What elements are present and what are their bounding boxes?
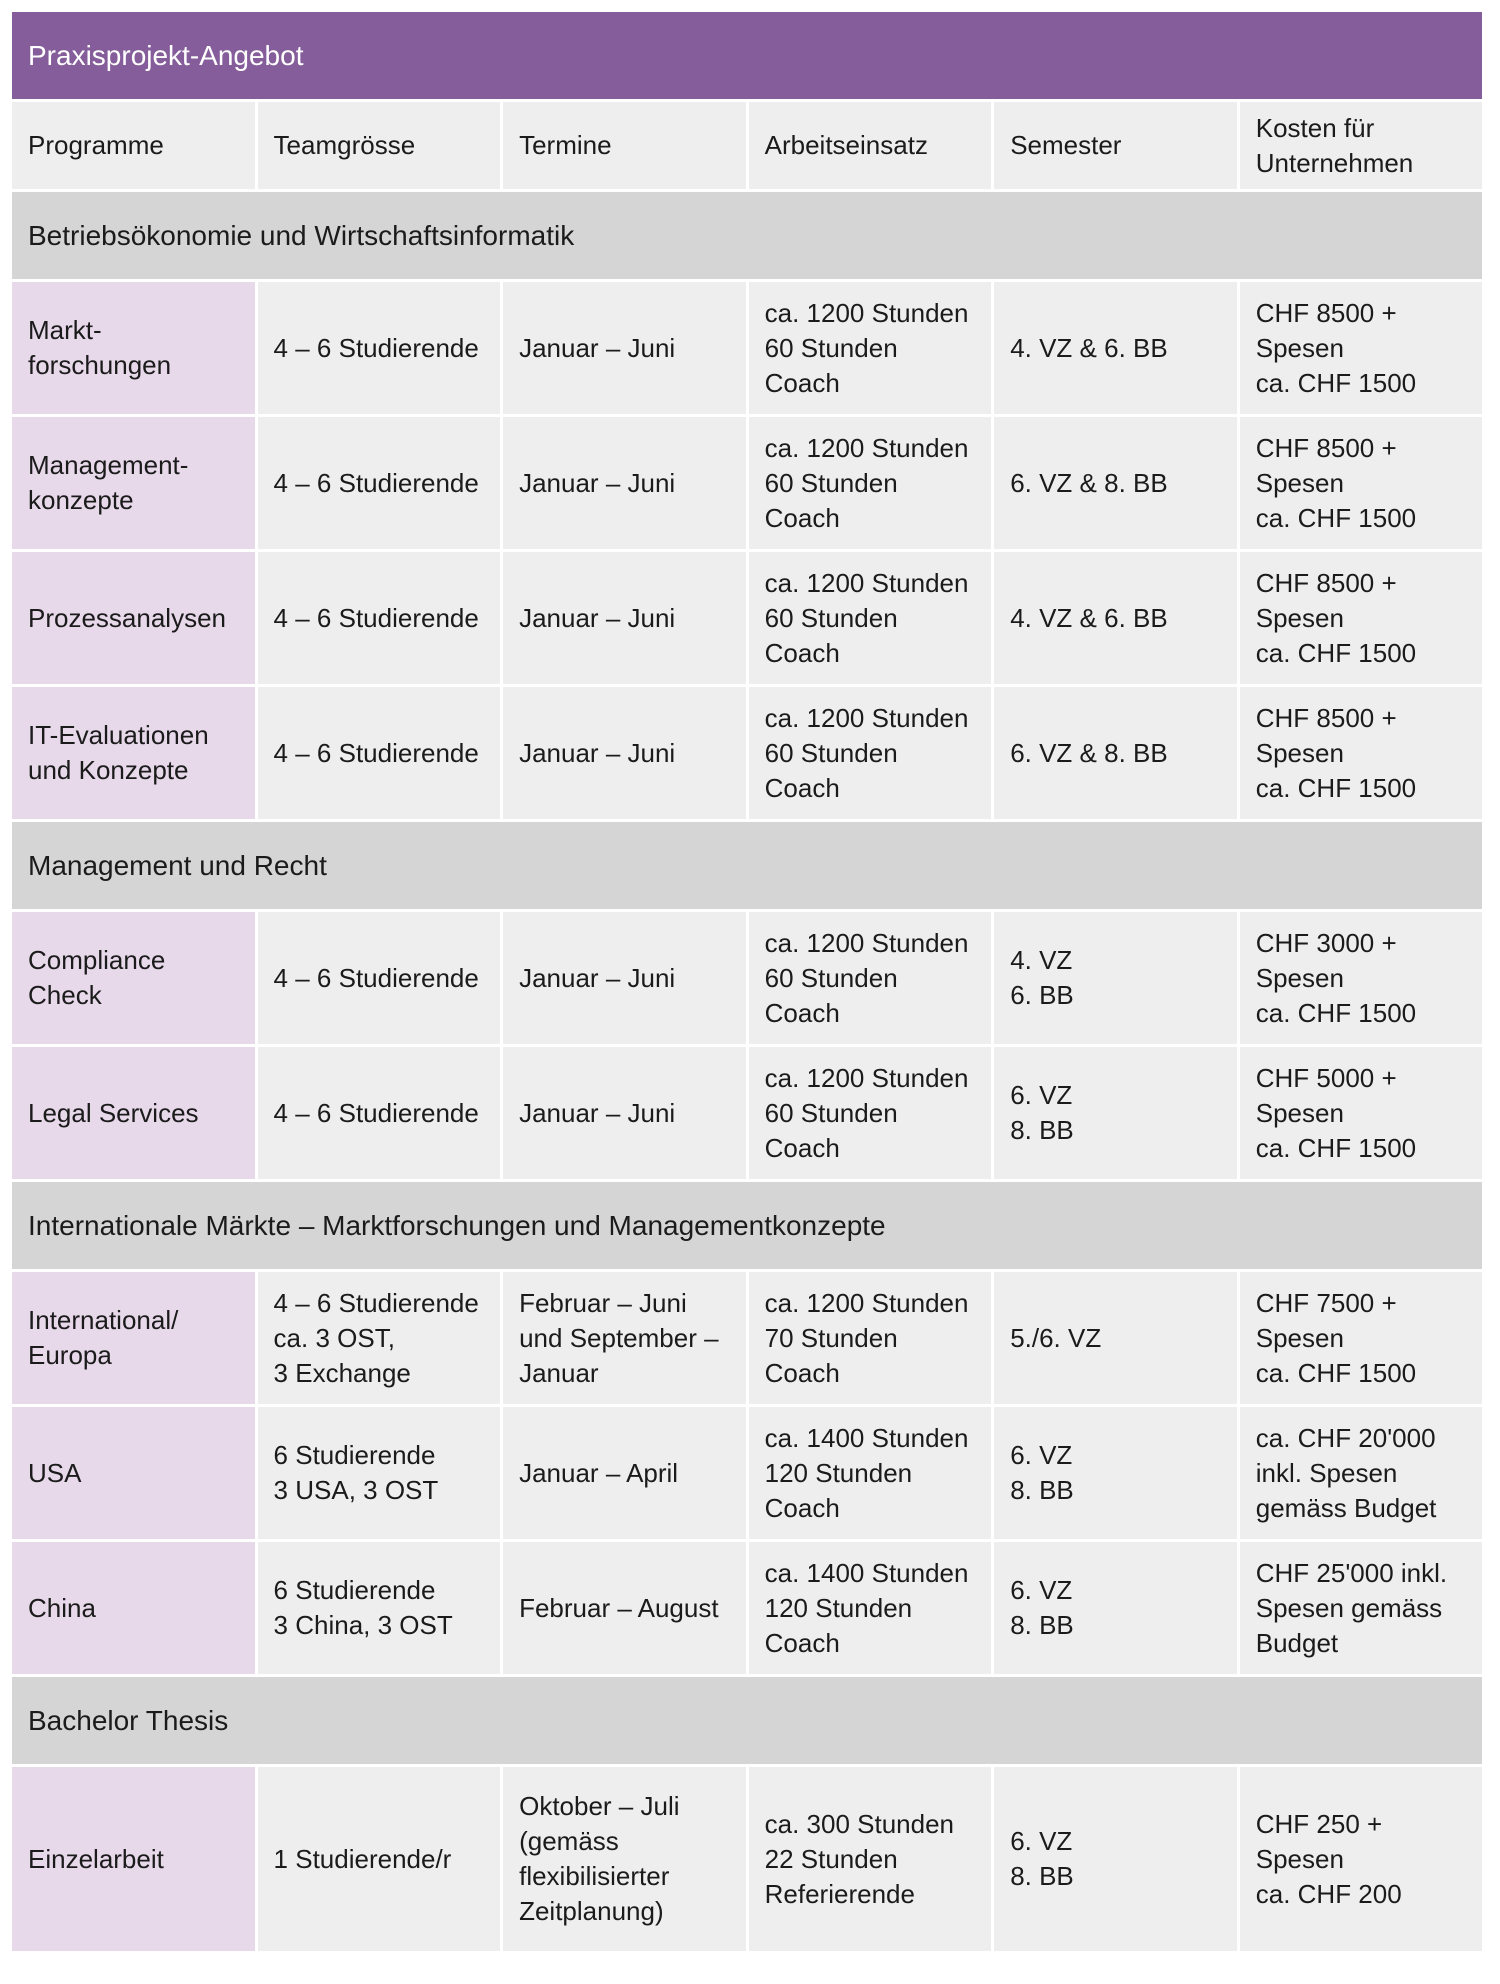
column-header-programme: Programme [12, 102, 255, 189]
cell-workload: ca. 300 Stunden 22 Stunden Referierende [749, 1767, 992, 1951]
cell-teamsize: 4 – 6 Studierende [258, 552, 501, 684]
column-header-costs: Kosten für Unternehmen [1240, 102, 1482, 189]
cell-semester: 6. VZ 8. BB [994, 1407, 1237, 1539]
cell-programme: Management- konzepte [12, 417, 255, 549]
header-row [12, 102, 1482, 189]
cell-teamsize: 4 – 6 Studierende [258, 912, 501, 1044]
cell-teamsize: 4 – 6 Studierende [258, 687, 501, 819]
cell-costs: CHF 3000 + Spesen ca. CHF 1500 [1240, 912, 1482, 1044]
table-row [12, 1407, 1482, 1539]
cell-workload: ca. 1200 Stunden 60 Stunden Coach [749, 687, 992, 819]
cell-costs: CHF 8500 + Spesen ca. CHF 1500 [1240, 687, 1482, 819]
offer-table [9, 9, 1485, 1954]
cell-programme: Legal Services [12, 1047, 255, 1179]
cell-costs: ca. CHF 20'000 inkl. Spesen gemäss Budget [1240, 1407, 1482, 1539]
cell-workload: ca. 1200 Stunden 60 Stunden Coach [749, 552, 992, 684]
cell-teamsize: 4 – 6 Studierende [258, 1047, 501, 1179]
cell-workload: ca. 1400 Stunden 120 Stunden Coach [749, 1542, 992, 1674]
cell-semester: 6. VZ & 8. BB [994, 687, 1237, 819]
cell-costs: CHF 8500 + Spesen ca. CHF 1500 [1240, 417, 1482, 549]
cell-dates: Januar – Juni [503, 687, 746, 819]
table-row [12, 417, 1482, 549]
section-heading: Management und Recht [12, 822, 1482, 909]
cell-semester: 6. VZ 8. BB [994, 1047, 1237, 1179]
cell-costs: CHF 25'000 inkl. Spesen gemäss Budget [1240, 1542, 1482, 1674]
cell-teamsize: 1 Studierende/r [258, 1767, 501, 1951]
section-row [12, 1182, 1482, 1269]
cell-costs: CHF 8500 + Spesen ca. CHF 1500 [1240, 552, 1482, 684]
section-heading: Internationale Märkte – Marktforschungen und Managementkonzepte [12, 1182, 1482, 1269]
cell-workload: ca. 1200 Stunden 60 Stunden Coach [749, 282, 992, 414]
table-row [12, 687, 1482, 819]
column-header-teamsize: Teamgrösse [258, 102, 501, 189]
cell-programme: USA [12, 1407, 255, 1539]
cell-dates: Januar – Juni [503, 417, 746, 549]
section-heading: Bachelor Thesis [12, 1677, 1482, 1764]
table-row [12, 1767, 1482, 1951]
cell-dates: Januar – Juni [503, 552, 746, 684]
cell-costs: CHF 7500 + Spesen ca. CHF 1500 [1240, 1272, 1482, 1404]
cell-programme: International/ Europa [12, 1272, 255, 1404]
section-heading: Betriebsökonomie und Wirtschaftsinformatik [12, 192, 1482, 279]
offer-table-container [12, 12, 1488, 1951]
table-row [12, 1542, 1482, 1674]
table-row [12, 552, 1482, 684]
section-row [12, 192, 1482, 279]
cell-costs: CHF 8500 + Spesen ca. CHF 1500 [1240, 282, 1482, 414]
table-title: Praxisprojekt-Angebot [12, 12, 1482, 99]
cell-dates: Februar – August [503, 1542, 746, 1674]
cell-programme: Markt- forschungen [12, 282, 255, 414]
column-header-dates: Termine [503, 102, 746, 189]
table-row [12, 1272, 1482, 1404]
section-row [12, 822, 1482, 909]
cell-semester: 4. VZ & 6. BB [994, 552, 1237, 684]
section-row [12, 1677, 1482, 1764]
cell-programme: Einzelarbeit [12, 1767, 255, 1951]
table-row [12, 1047, 1482, 1179]
cell-dates: Januar – Juni [503, 912, 746, 1044]
cell-costs: CHF 250 + Spesen ca. CHF 200 [1240, 1767, 1482, 1951]
cell-teamsize: 4 – 6 Studierende ca. 3 OST, 3 Exchange [258, 1272, 501, 1404]
cell-dates: Januar – Juni [503, 1047, 746, 1179]
column-header-semester: Semester [994, 102, 1237, 189]
cell-semester: 4. VZ & 6. BB [994, 282, 1237, 414]
cell-costs: CHF 5000 + Spesen ca. CHF 1500 [1240, 1047, 1482, 1179]
cell-workload: ca. 1400 Stunden 120 Stunden Coach [749, 1407, 992, 1539]
cell-dates: Januar – April [503, 1407, 746, 1539]
cell-teamsize: 6 Studierende 3 China, 3 OST [258, 1542, 501, 1674]
cell-semester: 6. VZ & 8. BB [994, 417, 1237, 549]
cell-semester: 4. VZ 6. BB [994, 912, 1237, 1044]
cell-teamsize: 4 – 6 Studierende [258, 417, 501, 549]
cell-programme: China [12, 1542, 255, 1674]
table-row [12, 912, 1482, 1044]
cell-programme: Compliance Check [12, 912, 255, 1044]
cell-dates: Januar – Juni [503, 282, 746, 414]
cell-teamsize: 4 – 6 Studierende [258, 282, 501, 414]
cell-programme: Prozessanalysen [12, 552, 255, 684]
cell-semester: 6. VZ 8. BB [994, 1767, 1237, 1951]
cell-workload: ca. 1200 Stunden 60 Stunden Coach [749, 417, 992, 549]
cell-workload: ca. 1200 Stunden 70 Stunden Coach [749, 1272, 992, 1404]
cell-teamsize: 6 Studierende 3 USA, 3 OST [258, 1407, 501, 1539]
cell-dates: Oktober – Juli (gemäss flexibilisierter Zeitplanung) [503, 1767, 746, 1951]
cell-dates: Februar – Juni und September – Januar [503, 1272, 746, 1404]
cell-semester: 5./6. VZ [994, 1272, 1237, 1404]
table-row [12, 282, 1482, 414]
column-header-workload: Arbeitseinsatz [749, 102, 992, 189]
cell-workload: ca. 1200 Stunden 60 Stunden Coach [749, 912, 992, 1044]
cell-semester: 6. VZ 8. BB [994, 1542, 1237, 1674]
cell-programme: IT-Evaluationen und Konzepte [12, 687, 255, 819]
cell-workload: ca. 1200 Stunden 60 Stunden Coach [749, 1047, 992, 1179]
